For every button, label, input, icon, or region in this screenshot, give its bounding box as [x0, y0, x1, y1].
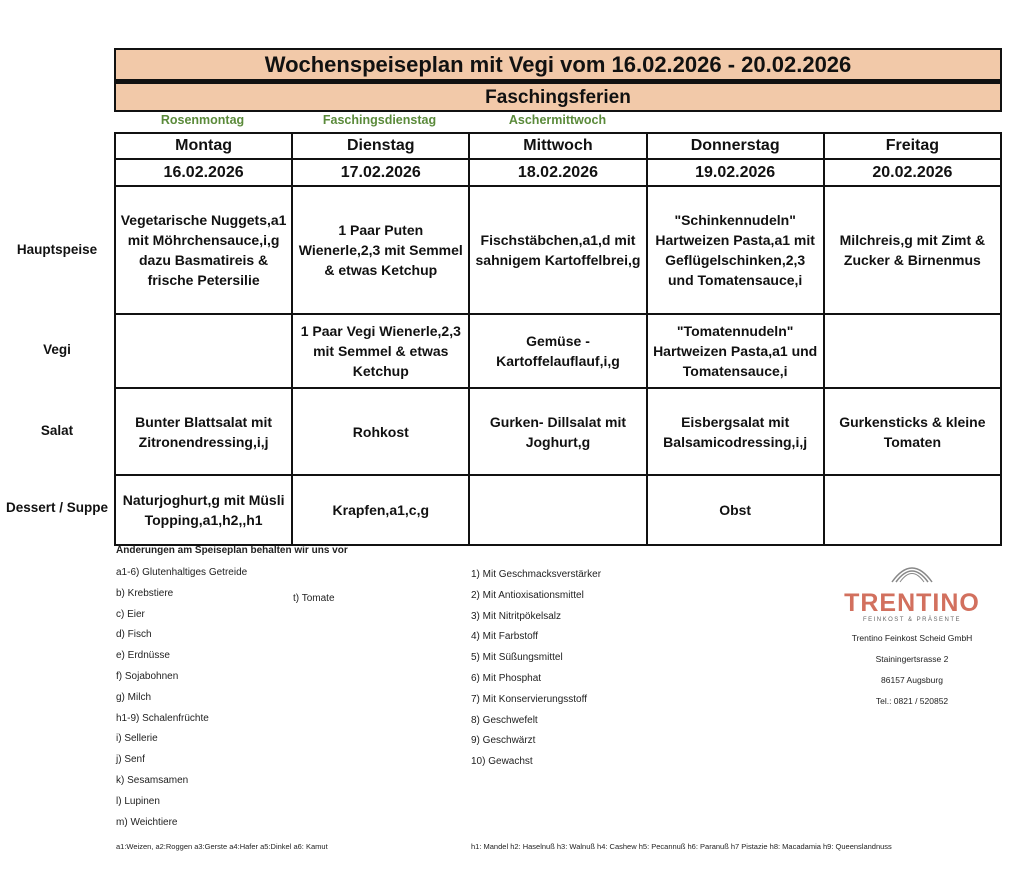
- menu-title: Wochenspeiseplan mit Vegi vom 16.02.2026 - 20.02.2026: [114, 48, 1002, 81]
- allergen-item: t) Tomate: [293, 593, 335, 604]
- nut-footnote: h1: Mandel h2: Haselnuß h3: Walnuß h4: Cashew h5: Pecannuß h6: Paranuß h7 Pistazie h8: Macadamia h9: Queenslandnuss: [471, 842, 892, 851]
- holiday-label: Aschermittwoch: [508, 113, 607, 127]
- menu-cell: 1 Paar Puten Wienerle,2,3 mit Semmel & etwas Ketchup: [292, 186, 469, 314]
- company-city: 86157 Augsburg: [881, 675, 943, 685]
- menu-cell: Milchreis,g mit Zimt & Zucker & Birnenmus: [824, 186, 1001, 314]
- allergen-item: i) Sellerie: [116, 733, 158, 745]
- allergen-item: d) Fisch: [116, 629, 152, 641]
- row-label: Salat: [40, 423, 74, 438]
- menu-cell: Gurkensticks & kleine Tomaten: [824, 388, 1001, 475]
- allergen-item: f) Sojabohnen: [116, 671, 179, 682]
- day-header: Donnerstag: [647, 133, 824, 159]
- additive-item: 6) Mit Phosphat: [471, 673, 542, 684]
- menu-cell: Gemüse - Kartoffelauflauf,i,g: [469, 314, 646, 388]
- menu-cell: Obst: [647, 475, 824, 545]
- date-header: 19.02.2026: [647, 159, 824, 186]
- allergen-item: g) Milch: [116, 691, 152, 703]
- menu-cell: [824, 314, 1001, 388]
- date-header: 17.02.2026: [292, 159, 469, 186]
- table-row: [115, 314, 1001, 388]
- additive-item: 4) Mit Farbstoff: [471, 631, 539, 643]
- menu-cell: Gurken- Dillsalat mit Joghurt,g: [469, 388, 646, 475]
- additive-item: 1) Mit Geschmacksverstärker: [471, 569, 602, 580]
- holiday-label: Rosenmontag: [160, 113, 245, 127]
- table-row: [115, 186, 1001, 314]
- menu-cell: Krapfen,a1,c,g: [292, 475, 469, 545]
- menu-cell: Bunter Blattsalat mit Zitronendressing,i,j: [115, 388, 292, 475]
- menu-cell: [469, 475, 646, 545]
- grain-footnote: a1:Weizen, a2:Roggen a3:Gerste a4:Hafer a5:Dinkel a6: Kamut: [116, 842, 328, 851]
- menu-cell: "Tomatennudeln" Hartweizen Pasta,a1 und Tomatensauce,i: [647, 314, 824, 388]
- company-phone: Tel.: 0821 / 520852: [875, 696, 949, 706]
- additive-item: 8) Geschwefelt: [471, 714, 538, 726]
- menu-cell: [824, 475, 1001, 545]
- day-header: Dienstag: [292, 133, 469, 159]
- date-header: 20.02.2026: [824, 159, 1001, 186]
- allergen-item: h1-9) Schalenfrüchte: [116, 712, 209, 724]
- day-header: Mittwoch: [469, 133, 646, 159]
- allergen-item: m) Weichtiere: [116, 816, 178, 828]
- additive-item: 9) Geschwärzt: [471, 735, 536, 747]
- notice: Änderungen am Speiseplan behalten wir uns vor: [116, 545, 348, 556]
- additive-item: 5) Mit Süßungsmittel: [471, 652, 563, 664]
- additive-item: 2) Mit Antioxisationsmittel: [471, 589, 584, 601]
- date-header: 16.02.2026: [115, 159, 292, 186]
- menu-cell: Eisbergsalat mit Balsamicodressing,i,j: [647, 388, 824, 475]
- table-row: [115, 475, 1001, 545]
- menu-cell: 1 Paar Vegi Wienerle,2,3 mit Semmel & etwas Ketchup: [292, 314, 469, 388]
- day-header: Freitag: [824, 133, 1001, 159]
- row-label: Hauptspeise: [16, 242, 98, 257]
- allergen-item: e) Erdnüsse: [116, 650, 170, 662]
- menu-cell: Vegetarische Nuggets,a1 mit Möhrchensauce,i,g dazu Basmatireis & frische Petersilie: [115, 186, 292, 314]
- menu-cell: "Schinkennudeln" Hartweizen Pasta,a1 mit Geflügelschinken,2,3 und Tomatensauce,i: [647, 186, 824, 314]
- menu-cell: Naturjoghurt,g mit Müsli Topping,a1,h2,,h1: [115, 475, 292, 545]
- additive-item: 7) Mit Konservierungsstoff: [471, 693, 587, 705]
- allergen-item: k) Sesamsamen: [116, 775, 189, 786]
- logo-text: TRENTINO: [844, 589, 980, 617]
- date-header: 18.02.2026: [469, 159, 646, 186]
- row-label: Dessert / Suppe: [5, 500, 109, 515]
- allergen-item: l) Lupinen: [116, 795, 160, 807]
- company-logo: [842, 560, 982, 623]
- company-street: Stainingertsrasse 2: [875, 654, 949, 664]
- allergen-item: j) Senf: [116, 754, 145, 766]
- table-row: [115, 388, 1001, 475]
- arch-icon: [887, 560, 937, 584]
- menu-cell: Fischstäbchen,a1,d mit sahnigem Kartoffelbrei,g: [469, 186, 646, 314]
- allergen-item: a1-6) Glutenhaltiges Getreide: [116, 567, 248, 578]
- company-name: Trentino Feinkost Scheid GmbH: [851, 633, 973, 643]
- additive-item: 10) Gewachst: [471, 756, 533, 768]
- menu-table: [114, 132, 1002, 546]
- additive-item: 3) Mit Nitritpökelsalz: [471, 610, 562, 622]
- allergen-item: c) Eier: [116, 608, 145, 620]
- menu-subtitle: Faschingsferien: [114, 81, 1002, 112]
- day-header: Montag: [115, 133, 292, 159]
- menu-cell: Rohkost: [292, 388, 469, 475]
- holiday-label: Faschingsdienstag: [322, 113, 437, 127]
- logo-tagline: FEINKOST & PRÄSENTE: [862, 617, 962, 623]
- menu-cell: [115, 314, 292, 388]
- allergen-item: b) Krebstiere: [116, 587, 174, 599]
- row-label: Vegi: [43, 342, 71, 357]
